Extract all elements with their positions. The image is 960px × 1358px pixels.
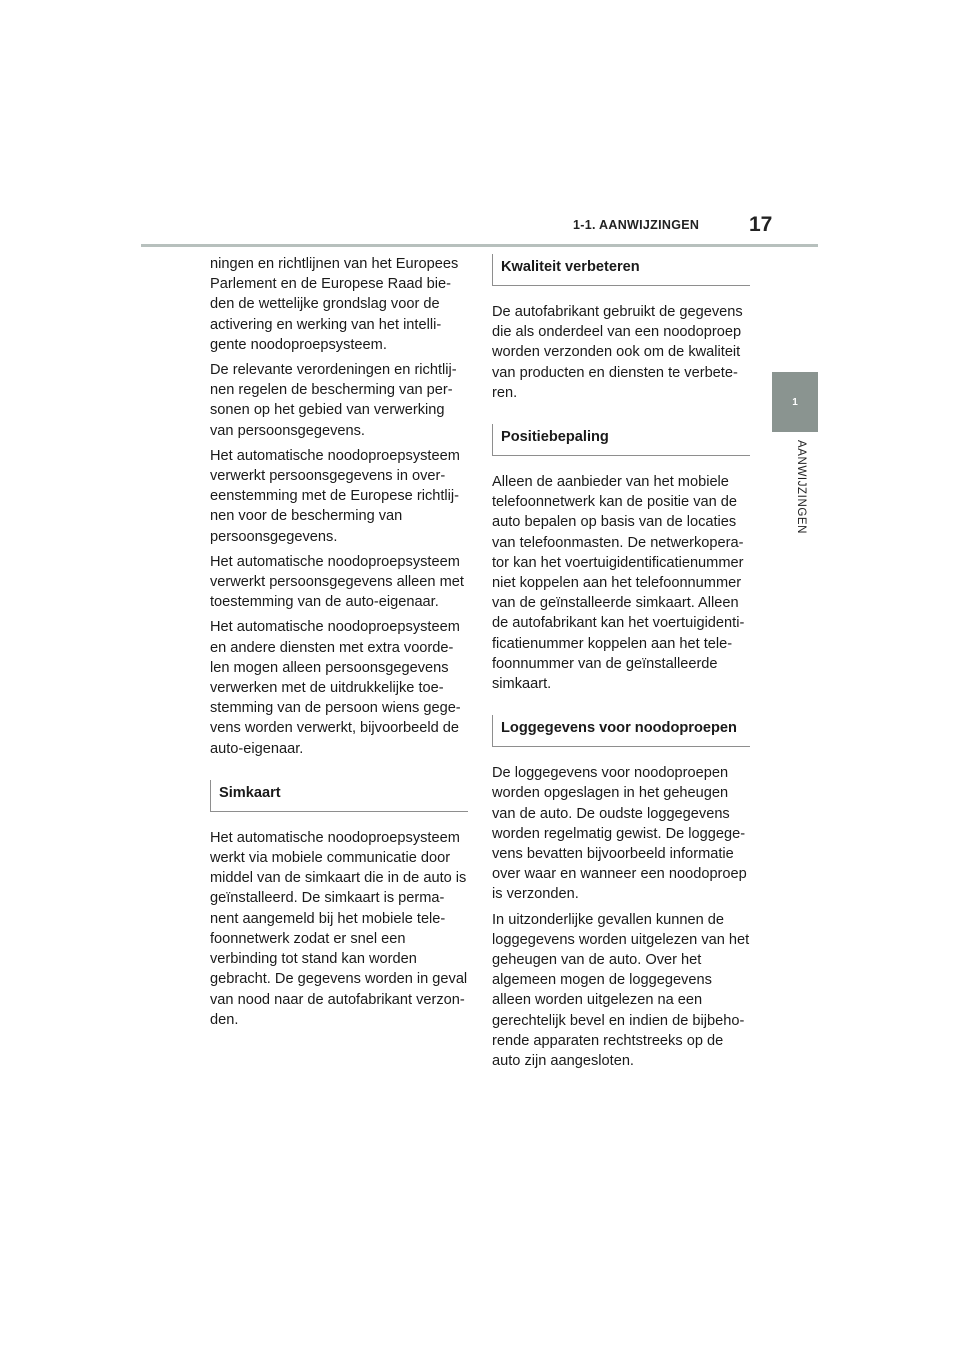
chapter-label: AANWIJZINGEN [795, 440, 807, 535]
page-number: 17 [749, 213, 773, 236]
right-column [492, 254, 750, 1076]
section-heading-loggegevens: Loggegevens voor noodoproepen [492, 715, 750, 747]
paragraph: Alleen de aanbieder van het mobiele telefoonnetwerk kan de positie van de auto bepalen op basis van de locaties van telefoonmasten. De netwerkopera-tor kan het voertuigidentificatienummer niet koppelen aan het telefoonnummer van de geïnstalleerde simkaart. Alleen de autofabrikant kan het voertuigidenti-ficatienummer koppelen aan het tele-foonnummer van de geïnstalleerde simkaart. [492, 474, 745, 693]
left-column [210, 254, 468, 1035]
paragraph: In uitzonderlijke gevallen kunnen de loggegevens worden uitgelezen van het geheugen van de auto. Over het algemeen mogen de loggegevens alleen worden uitgelezen na een gerechtelijk bevel en indien de bijbeho-rende apparaten rechtstreeks op de auto zijn aangesloten. [492, 911, 750, 1070]
chapter-tab [772, 372, 818, 432]
paragraph: De loggegevens voor noodoproepen worden opgeslagen in het geheugen van de auto. De oudste loggegevens worden regelmatig gewist. De loggege-vens bevatten bijvoorbeeld informatie over waar en wanneer een noodoproep is verzonden. [492, 765, 747, 903]
paragraph: Het automatische noodoproepsysteem en andere diensten met extra voorde-len mogen alleen persoonsgegevens verwerken met de uitdrukkelijke toe-stemming van de persoon wiens gege-vens worden verwerkt, bijvoorbeeld de auto-eigenaar. [210, 619, 461, 757]
section-heading-positie: Positiebepaling [492, 424, 750, 456]
paragraph: ningen en richtlijnen van het Europees Parlement en de Europese Raad bie-den de wettelijke grondslag voor de activering en werking van het intelli-gente noodoproepsysteem. [210, 256, 459, 353]
paragraph: Het automatische noodoproepsysteem verwerkt persoonsgegevens in over-eenstemming met de Europese richtlij-nen voor de bescherming van persoonsgegevens. [210, 447, 460, 545]
paragraph: De relevante verordeningen en richtlij-nen regelen de bescherming van per-sonen op het gebied van verwerking van persoonsgegevens. [210, 362, 457, 439]
section-heading-kwaliteit: Kwaliteit verbeteren [492, 254, 750, 286]
section-title: 1-1. AANWIJZINGEN [573, 218, 700, 232]
paragraph: Het automatische noodoproepsysteem verwerkt persoonsgegevens alleen met toestemming van de auto-eigenaar. [210, 553, 464, 611]
chapter-number: 1 [792, 396, 798, 408]
paragraph: Het automatische noodoproepsysteem werkt via mobiele communicatie door middel van de simkaart die in de auto is geïnstalleerd. De simkaart is perma-nent aangemeld bij het mobiele tele-foonnetwerk zodat er snel een verbinding tot stand kan worden gebracht. De gegevens worden in geval van nood naar de autofabrikant verzon-den. [210, 829, 468, 1028]
section-heading-simkaart: Simkaart [210, 780, 468, 812]
paragraph: De autofabrikant gebruikt de gegevens die als onderdeel van een noodoproep worden verzonden ook om de kwaliteit van producten en diensten te verbete-ren. [492, 304, 743, 401]
header-divider [141, 244, 818, 247]
